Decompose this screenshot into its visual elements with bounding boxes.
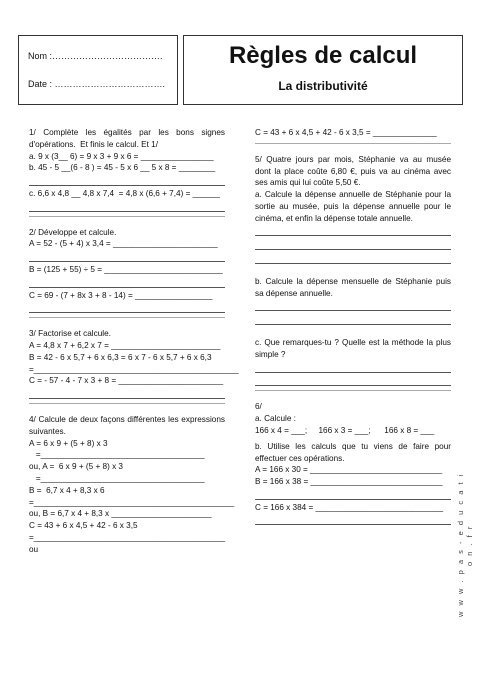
ex6-B: B = 166 x 38 = _____________________________ bbox=[255, 477, 443, 487]
divider bbox=[29, 317, 225, 318]
ex4-B2: ou, B = 6,7 x 4 + 8,3 x ______________________ bbox=[29, 509, 212, 519]
ex6-a-label: a. Calcule : bbox=[255, 414, 296, 424]
ex4-C-line: C = 43 + 6 x 4,5 + 42 - 6 x 3,5 = ______________ bbox=[255, 128, 437, 137]
ex5-a: a. Calcule la dépense annuelle de Stéphanie pour la sortie au musée, puis la dépense annuelle pour le cinéma, et enfin la dépense totale annuelle. bbox=[255, 190, 454, 223]
answer-line bbox=[255, 252, 451, 264]
ex1-a: a. 9 x (3__ 6) = 9 x 3 + 9 x 6 = ________________ bbox=[29, 151, 214, 161]
ex4-C1: C = 43 + 6 x 4,5 + 42 - 6 x 3,5 bbox=[29, 521, 138, 531]
left-column bbox=[29, 127, 239, 556]
answer-line bbox=[29, 250, 225, 262]
ex2-title: 2/ Développe et calcule. bbox=[29, 227, 117, 237]
answer-line bbox=[29, 174, 225, 186]
ex6-C: C = 166 x 384 = ____________________________ bbox=[255, 502, 444, 512]
ex4-A1-result: =____________________________________ bbox=[29, 450, 205, 460]
right-column bbox=[255, 127, 454, 527]
ex4-ou: ou bbox=[29, 544, 39, 554]
ex2-C: C = 69 - (7 + 8x 3 + 8 - 14) = _________________ bbox=[29, 290, 213, 300]
ex2-B: B = (125 + 55) ÷ 5 = __________________________ bbox=[29, 264, 223, 274]
ex3-title: 3/ Factorise et calcule. bbox=[29, 329, 111, 339]
answer-line bbox=[255, 514, 451, 526]
ex4-C1-result: =__________________________________________ bbox=[29, 532, 226, 542]
answer-line bbox=[29, 301, 225, 313]
ex4-intro: 4/ Calcule de deux façons différentes les expressions suivantes. bbox=[29, 414, 228, 436]
divider bbox=[29, 403, 225, 404]
ex6-b-intro: b. Utilise les calculs que tu viens de faire pour effectuer ces opérations. bbox=[255, 441, 454, 463]
ex6-A: A = 166 x 30 = _____________________________ bbox=[255, 465, 443, 475]
name-date-box bbox=[18, 35, 178, 105]
title-box bbox=[183, 35, 463, 105]
answer-line bbox=[255, 300, 451, 312]
ex6-a-calcs: 166 x 4 = ___; 166 x 3 = ___; 166 x 8 = ___ bbox=[255, 425, 435, 435]
ex4-A2: ou, A = 6 x 9 + (5 + 8) x 3 bbox=[29, 462, 123, 472]
ex5-intro: 5/ Quatre jours par mois, Stéphanie va au musée dont la place coûte 6,80 €, puis va au cinéma avec ses amis qui lui coûte 5,50 €. bbox=[255, 154, 454, 188]
divider bbox=[255, 143, 451, 144]
date-field: Date : ………………………………. bbox=[28, 79, 166, 89]
ex3-B1: B = 42 - 6 x 5,7 + 6 x 6,3 = 6 x 7 - 6 x 5,7 + 6 x 6,3 bbox=[29, 352, 212, 362]
answer-line bbox=[255, 488, 451, 500]
website-watermark: w w w . p a s - e d u c a t i o n . f r bbox=[456, 472, 474, 618]
answer-line bbox=[29, 387, 225, 399]
answer-line bbox=[29, 276, 225, 288]
ex1-c: c. 6,6 x 4,8 __ 4,8 x 7,4 = 4,8 x (6,6 + 7,4) = ______ bbox=[29, 188, 220, 198]
ex2-A: A = 52 - (5 + 4) x 3,4 = _______________________ bbox=[29, 239, 218, 249]
answer-line bbox=[255, 313, 451, 325]
ex1-intro: 1/ Complète les égalités par les bons signes d'opérations. Et finis le calcul. Et 1/ bbox=[29, 128, 228, 149]
answer-line bbox=[255, 361, 451, 373]
ex4-B1-result: =____________________________________________ bbox=[29, 497, 235, 507]
answer-line bbox=[255, 375, 451, 387]
divider bbox=[29, 216, 225, 217]
page-subtitle: La distributivité bbox=[278, 79, 368, 93]
answer-line bbox=[29, 200, 225, 212]
ex5-c: c. Que remarques-tu ? Quelle est la méthode la plus simple ? bbox=[255, 338, 454, 359]
ex1-b: b. 45 - 5 __(6 - 8 ) = 45 - 5 x 6 __ 5 x 8 = ________ bbox=[29, 163, 216, 173]
ex4-B1: B = 6,7 x 4 + 8,3 x 6 bbox=[29, 485, 105, 495]
name-field: Nom :………………………………. bbox=[28, 51, 163, 61]
ex4-A2-result: =____________________________________ bbox=[29, 473, 205, 483]
divider bbox=[255, 390, 451, 391]
ex3-A: A = 4,8 x 7 + 6,2 x 7 = ________________________ bbox=[29, 340, 221, 350]
ex3-B2: =_____________________________________________ bbox=[29, 364, 239, 374]
ex3-C: C = - 57 - 4 - 7 x 3 + 8 = _______________________ bbox=[29, 376, 224, 386]
page-title: Règles de calcul bbox=[228, 42, 418, 69]
answer-line bbox=[255, 238, 451, 250]
ex6-title: 6/ bbox=[255, 402, 262, 412]
ex5-b: b. Calcule la dépense mensuelle de Stéphanie puis sa dépense annuelle. bbox=[255, 276, 454, 298]
answer-line bbox=[255, 225, 451, 237]
ex4-A1: A = 6 x 9 + (5 + 8) x 3 bbox=[29, 438, 108, 448]
